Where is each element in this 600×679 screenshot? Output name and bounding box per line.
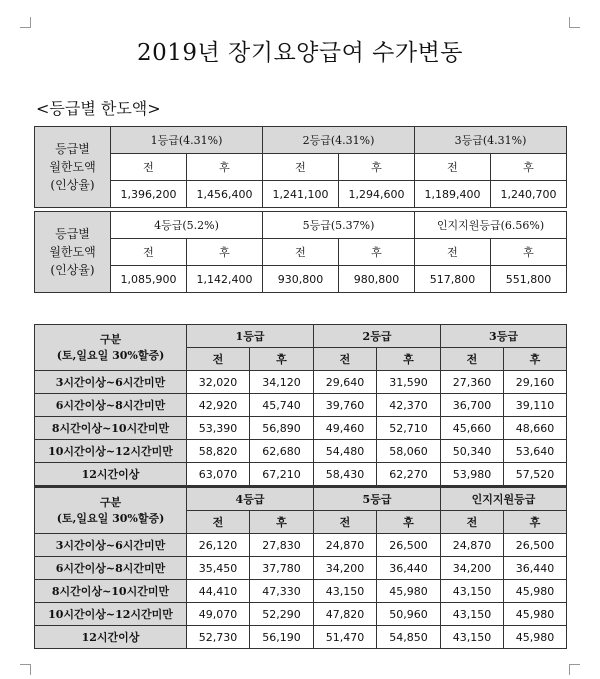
fee-value: 24,870 (441, 534, 504, 557)
limit-table (34, 126, 567, 293)
hours-label: 10시간이상~12시간미만 (35, 440, 187, 463)
after-header: 후 (491, 239, 567, 266)
fee-value: 42,370 (377, 394, 441, 417)
after-header: 후 (250, 511, 314, 534)
before-header: 전 (441, 348, 504, 371)
grade-header: 5등급(5.37%) (263, 212, 415, 239)
corner-mark (20, 17, 31, 28)
after-header: 후 (250, 348, 314, 371)
label-line: 구분 (99, 332, 122, 346)
limit-value: 1,241,100 (263, 181, 339, 208)
fee-value: 62,270 (377, 463, 441, 487)
before-header: 전 (314, 348, 377, 371)
document-title: 2019년 장기요양급여 수가변동 (136, 40, 464, 66)
fee-value: 34,200 (314, 557, 377, 580)
before-header: 전 (187, 511, 250, 534)
after-header: 후 (504, 511, 567, 534)
after-header: 후 (187, 239, 263, 266)
before-header: 전 (111, 239, 187, 266)
grade-header: 2등급 (314, 325, 441, 348)
before-header: 전 (111, 154, 187, 181)
label-line: (토,일요일 30%할증) (56, 511, 165, 525)
fee-value: 37,780 (250, 557, 314, 580)
fee-value: 34,200 (441, 557, 504, 580)
fee-value: 45,980 (504, 626, 567, 649)
grade-header: 3등급(4.31%) (415, 127, 567, 154)
fee-value: 35,450 (187, 557, 250, 580)
table-row (35, 417, 567, 440)
fee-value: 26,500 (377, 534, 441, 557)
grade-header: 5등급 (314, 487, 441, 511)
fee-value: 39,760 (314, 394, 377, 417)
limit-row-label (35, 127, 111, 208)
table-row (35, 394, 567, 417)
fee-value: 36,440 (504, 557, 567, 580)
hours-label: 12시간이상 (35, 626, 187, 649)
fee-value: 26,120 (187, 534, 250, 557)
label-line: (인상율) (50, 178, 95, 192)
fee-value: 63,070 (187, 463, 250, 487)
before-header: 전 (263, 239, 339, 266)
grade-header: 1등급(4.31%) (111, 127, 263, 154)
after-header: 후 (339, 154, 415, 181)
fee-value: 29,640 (314, 371, 377, 394)
after-header: 후 (339, 239, 415, 266)
table-row (35, 440, 567, 463)
label-line: 구분 (99, 495, 122, 509)
fee-value: 24,870 (314, 534, 377, 557)
fee-value: 34,120 (250, 371, 314, 394)
limit-value: 1,142,400 (187, 266, 263, 293)
grade-header: 1등급 (187, 325, 314, 348)
fee-value: 58,430 (314, 463, 377, 487)
fee-value: 56,190 (250, 626, 314, 649)
label-line: 월한도액 (49, 245, 96, 259)
label-line: (토,일요일 30%할증) (56, 348, 165, 362)
fee-value: 43,150 (441, 580, 504, 603)
hours-label: 6시간이상~8시간미만 (35, 394, 187, 417)
after-header: 후 (504, 348, 567, 371)
fee-value: 50,340 (441, 440, 504, 463)
fee-value: 44,410 (187, 580, 250, 603)
hours-label: 10시간이상~12시간미만 (35, 603, 187, 626)
label-line: 등급별 (55, 227, 90, 241)
fee-value: 50,960 (377, 603, 441, 626)
limit-value: 980,800 (339, 266, 415, 293)
corner-mark (20, 664, 31, 675)
fee-value: 48,660 (504, 417, 567, 440)
fee-value: 36,440 (377, 557, 441, 580)
limit-value: 551,800 (491, 266, 567, 293)
fee-value: 29,160 (504, 371, 567, 394)
fee-value: 45,980 (504, 603, 567, 626)
fee-value: 47,820 (314, 603, 377, 626)
fee-value: 27,830 (250, 534, 314, 557)
fee-value: 52,730 (187, 626, 250, 649)
table-row (35, 371, 567, 394)
label-line: 등급별 (55, 142, 90, 156)
fee-value: 53,980 (441, 463, 504, 487)
fee-value: 54,480 (314, 440, 377, 463)
fee-value: 43,150 (314, 580, 377, 603)
before-header: 전 (415, 154, 491, 181)
before-header: 전 (263, 154, 339, 181)
hours-label: 3시간이상~6시간미만 (35, 371, 187, 394)
table-row (35, 463, 567, 487)
fee-row-label (35, 487, 187, 534)
grade-header: 4등급(5.2%) (111, 212, 263, 239)
limit-value: 1,189,400 (415, 181, 491, 208)
fee-value: 57,520 (504, 463, 567, 487)
label-line: 월한도액 (49, 160, 96, 174)
label-line: (인상율) (50, 263, 95, 277)
limit-row-label (35, 212, 111, 293)
section-subtitle: <등급별 한도액> (36, 99, 161, 118)
fee-value: 58,060 (377, 440, 441, 463)
limit-value: 1,240,700 (491, 181, 567, 208)
limit-value: 1,294,600 (339, 181, 415, 208)
before-header: 전 (441, 511, 504, 534)
before-header: 전 (415, 239, 491, 266)
fee-value: 58,820 (187, 440, 250, 463)
fee-row-label (35, 325, 187, 371)
fee-value: 67,210 (250, 463, 314, 487)
fee-value: 26,500 (504, 534, 567, 557)
limit-value: 1,456,400 (187, 181, 263, 208)
fee-value: 54,850 (377, 626, 441, 649)
fee-value: 45,980 (377, 580, 441, 603)
limit-value: 517,800 (415, 266, 491, 293)
grade-header: 4등급 (187, 487, 314, 511)
fee-value: 56,890 (250, 417, 314, 440)
limit-value: 1,396,200 (111, 181, 187, 208)
limit-value: 1,085,900 (111, 266, 187, 293)
table-row (35, 557, 567, 580)
after-header: 후 (491, 154, 567, 181)
table-row (35, 626, 567, 649)
fee-value: 49,070 (187, 603, 250, 626)
hours-label: 8시간이상~10시간미만 (35, 580, 187, 603)
fee-value: 39,110 (504, 394, 567, 417)
grade-header: 3등급 (441, 325, 567, 348)
fee-value: 32,020 (187, 371, 250, 394)
fee-value: 51,470 (314, 626, 377, 649)
fee-table (34, 324, 567, 649)
hours-label: 6시간이상~8시간미만 (35, 557, 187, 580)
after-header: 후 (187, 154, 263, 181)
grade-header: 인지지원등급 (441, 487, 567, 511)
corner-mark (569, 17, 580, 28)
fee-value: 53,390 (187, 417, 250, 440)
corner-mark (569, 664, 580, 675)
before-header: 전 (314, 511, 377, 534)
fee-value: 45,660 (441, 417, 504, 440)
grade-header: 2등급(4.31%) (263, 127, 415, 154)
fee-value: 52,710 (377, 417, 441, 440)
fee-value: 53,640 (504, 440, 567, 463)
fee-value: 31,590 (377, 371, 441, 394)
hours-label: 3시간이상~6시간미만 (35, 534, 187, 557)
fee-value: 49,460 (314, 417, 377, 440)
fee-value: 45,980 (504, 580, 567, 603)
hours-label: 8시간이상~10시간미만 (35, 417, 187, 440)
fee-value: 36,700 (441, 394, 504, 417)
table-row (35, 534, 567, 557)
grade-header: 인지지원등급(6.56%) (415, 212, 567, 239)
fee-value: 47,330 (250, 580, 314, 603)
fee-value: 52,290 (250, 603, 314, 626)
table-row (35, 603, 567, 626)
fee-value: 27,360 (441, 371, 504, 394)
limit-value: 930,800 (263, 266, 339, 293)
after-header: 후 (377, 348, 441, 371)
table-row (35, 580, 567, 603)
before-header: 전 (187, 348, 250, 371)
fee-value: 42,920 (187, 394, 250, 417)
after-header: 후 (377, 511, 441, 534)
fee-value: 43,150 (441, 626, 504, 649)
fee-value: 45,740 (250, 394, 314, 417)
hours-label: 12시간이상 (35, 463, 187, 487)
fee-value: 43,150 (441, 603, 504, 626)
fee-value: 62,680 (250, 440, 314, 463)
